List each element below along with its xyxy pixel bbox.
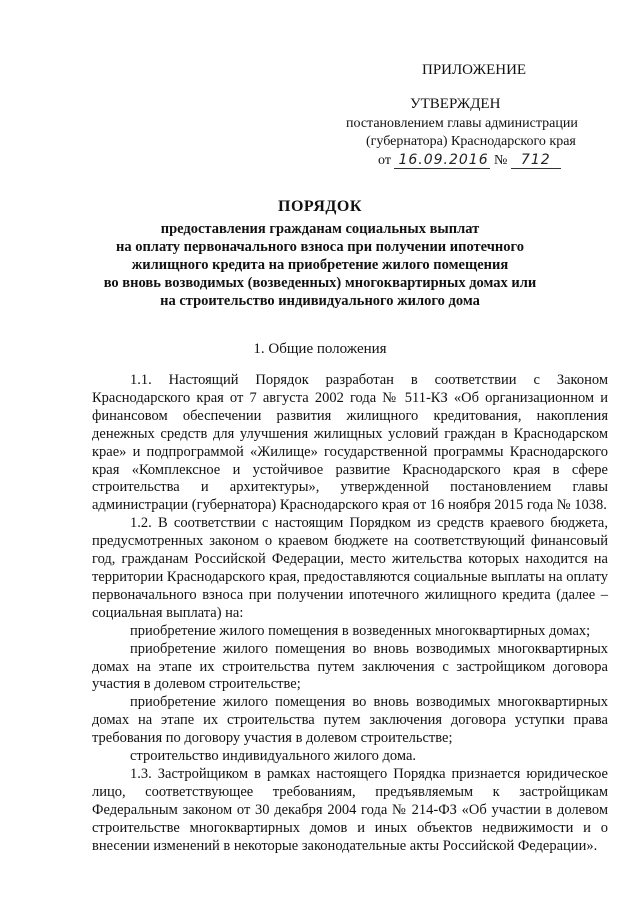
document-subtitle xyxy=(40,220,600,310)
subtitle-line: во вновь возводимых (возведенных) многоквартирных домах или xyxy=(103,275,537,291)
approved-number-sign: № xyxy=(493,153,508,168)
annex-label: ПРИЛОЖЕНИЕ xyxy=(422,62,527,78)
list-item: приобретение жилого помещения во вновь возводимых многоквартирных домах на этапе их строительства путем заключения с застройщиком договора участия в долевом строительстве; xyxy=(92,640,608,693)
list-item: приобретение жилого помещения во вновь возводимых многоквартирных домах на этапе их строительства путем заключения договора уступки права требования по договору участия в долевом строительстве; xyxy=(92,694,608,747)
paragraph-1-2: 1.2. В соответствии с настоящим Порядком из средств краевого бюджета, предусмотренных законом о краевом бюджете на соответствующий финансовый год, гражданам Российской Федерации, место жительства которых находится на территории Краснодарского края, предоставляются социальные выплаты на оплату первоначального взноса при получении ипотечного жилищного кредита (далее – социальная выплата) на: xyxy=(92,515,608,621)
subtitle-line: на оплату первоначального взноса при получении ипотечного xyxy=(115,239,525,255)
subtitle-line: предоставления гражданам социальных выплат xyxy=(160,221,480,237)
approved-line-2: (губернатора) Краснодарского края xyxy=(366,134,576,149)
approved-title: УТВЕРЖДЕН xyxy=(410,96,501,112)
paragraph-1-1: 1.1. Настоящий Порядок разработан в соответствии с Законом Краснодарского края от 7 августа 2002 года № 511-КЗ «Об организационном и финансовом обеспечении развития жилищного кредитования, накопления денежных средств для улучшения жилищных условий граждан в Краснодарском крае» и подпрограммой «Жилище» государственной программы Краснодарского края «Комплексное и устойчивое развитие Краснодарского края в сфере строительства и архитектуры», утвержденной постановлением главы администрации (губернатора) Краснодарского края от 16 ноября 2015 года № 1038. xyxy=(92,372,608,514)
list-item: приобретение жилого помещения в возведенных многоквартирных домах; xyxy=(130,622,591,639)
subtitle-line: на строительство индивидуального жилого дома xyxy=(160,293,480,309)
document-title: ПОРЯДОК xyxy=(278,198,362,215)
list-item: строительство индивидуального жилого дома. xyxy=(130,748,417,765)
paragraph-1-3: 1.3. Застройщиком в рамках настоящего Порядка признается юридическое лицо, соответствующее требованиям, предъявляемым к застройщикам Федеральным законом от 30 декабря 2004 года № 214-ФЗ «Об участии в долевом строительстве многоквартирных домов и иных объектов недвижимости и о внесении изменений в некоторые законодательные акты Российской Федерации». xyxy=(92,765,608,854)
subtitle-line: жилищного кредита на приобретение жилого помещения xyxy=(131,257,509,273)
document-body xyxy=(92,372,608,855)
approved-date: 16.09.2016 xyxy=(394,152,490,169)
approved-number: 712 xyxy=(511,152,561,169)
approved-line-1: постановлением главы администрации xyxy=(346,116,578,131)
section-heading: 1. Общие положения xyxy=(253,341,387,357)
approved-from-label: от xyxy=(378,153,391,168)
approved-date-line xyxy=(378,152,561,169)
